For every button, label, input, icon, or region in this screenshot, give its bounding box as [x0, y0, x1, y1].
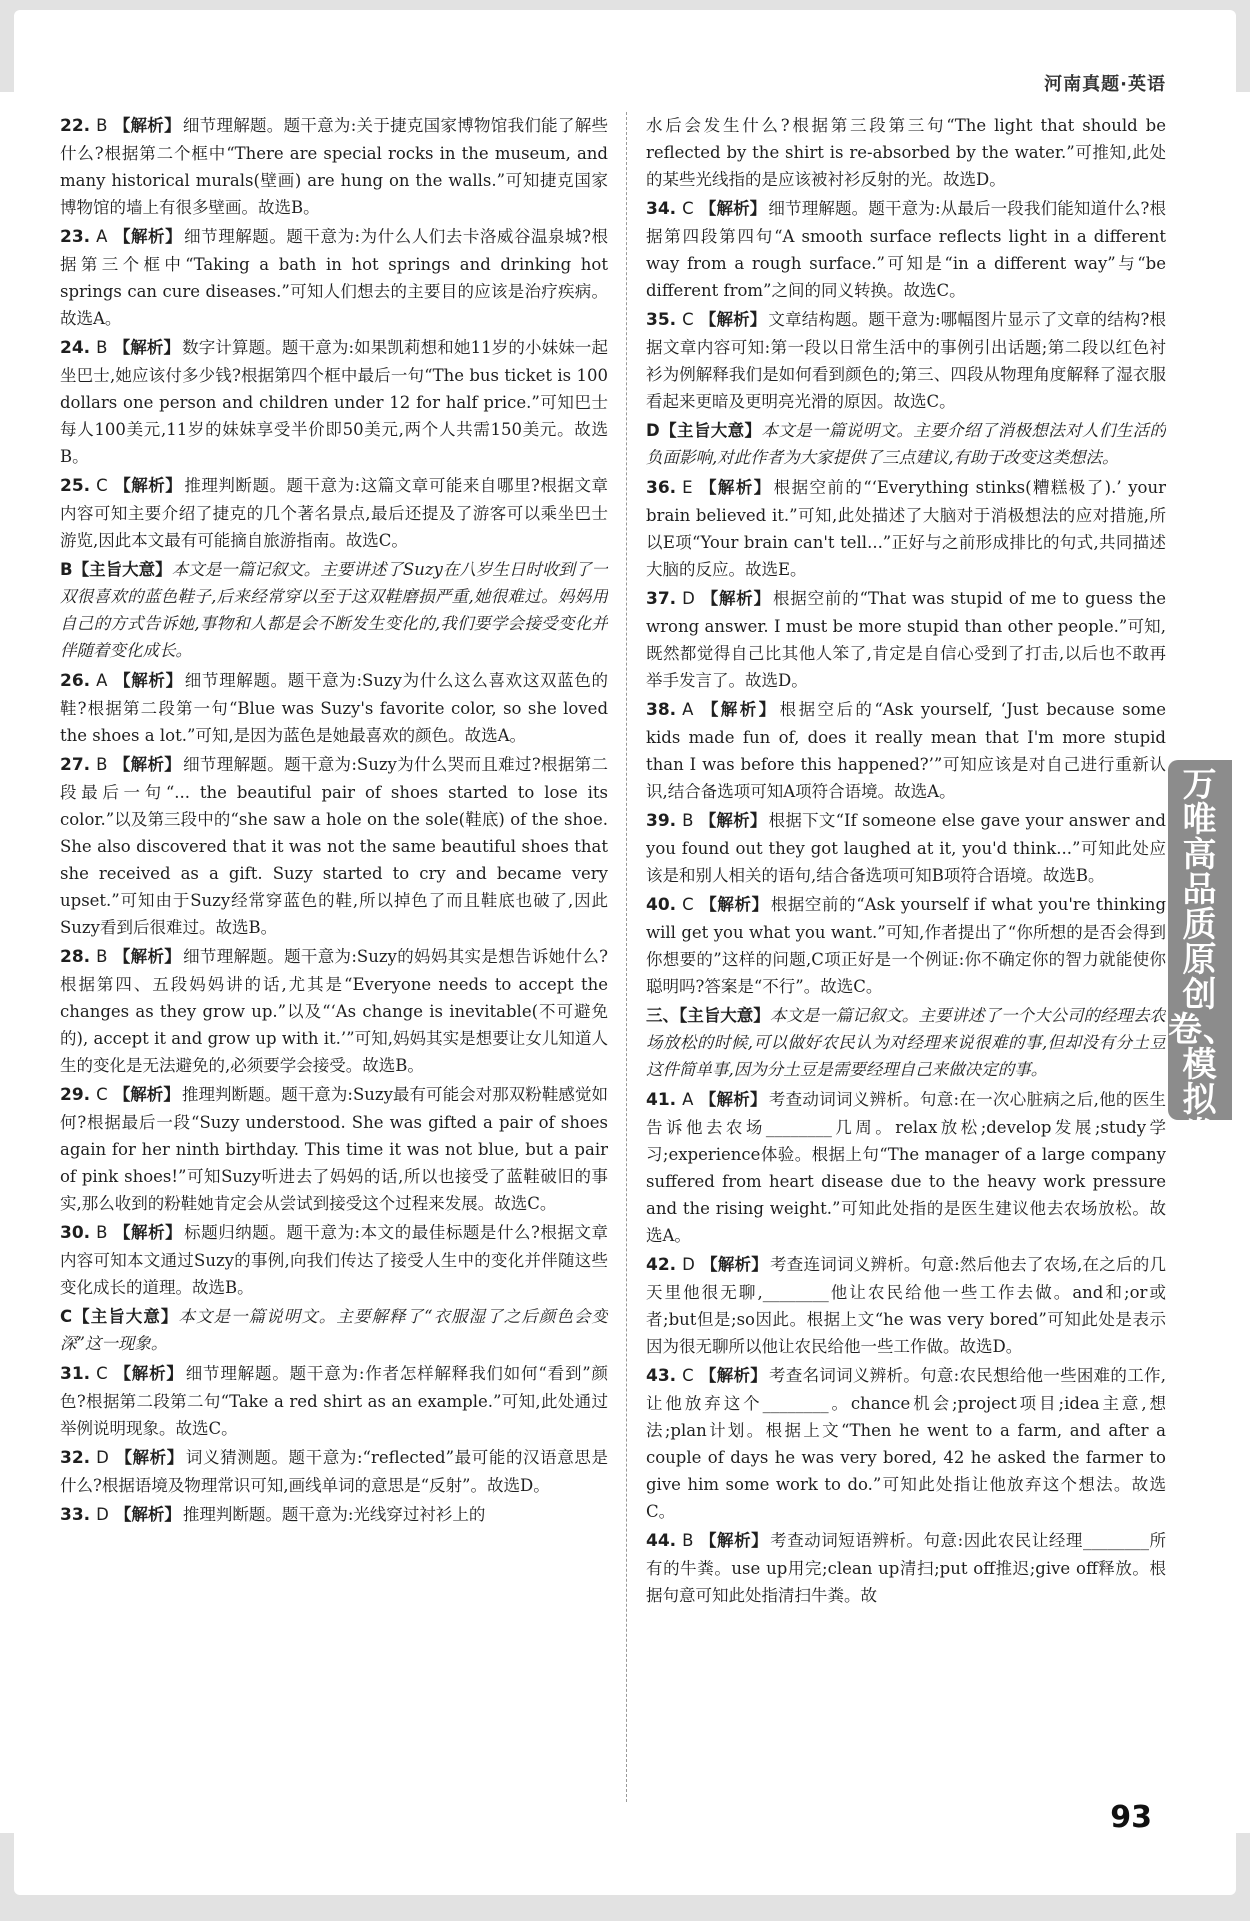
answer-entry — [60, 1081, 608, 1217]
analysis-text: 考查连词词义辨析。句意:然后他去了农场,在之后的几天里他很无聊,________他让农民给他一些工作去做。and和;or或者;but但是;so因此。根据上文“he was very bored”可知此处是表示因为很无聊所以他让农民给他一些工作做。故选D。 — [646, 1255, 1166, 1356]
question-number: 23. — [60, 227, 91, 247]
question-number: 41. — [646, 1090, 677, 1110]
question-number: 22. — [60, 116, 91, 136]
analysis-text: 细节理解题。题干意为:为什么人们去卡洛威谷温泉城?根据第三个框中“Taking a bath in hot springs and drinking hot springs can cure diseases.”可知人们想去的主要目的应该是治疗疾病。故选A。 — [60, 227, 608, 328]
main-idea-label: B【主旨大意】 — [60, 560, 172, 579]
answer-entry — [646, 696, 1166, 805]
main-idea-text: 本文是一篇记叙文。主要讲述了一个大公司的经理去农场放松的时候,可以做好农民认为对经理来说很难的事,但却没有分土豆这件简单事,因为分土豆是需要经理自己来做决定的事。 — [646, 1006, 1166, 1079]
answer-entry — [60, 667, 608, 749]
analysis-tag: 【解析】 — [113, 476, 183, 495]
right-column — [646, 112, 1166, 1802]
answer-letter: D — [682, 1255, 695, 1274]
analysis-tag: 【解析】 — [114, 1505, 181, 1524]
question-number: 35. — [646, 310, 677, 330]
analysis-tag: 【解析】 — [699, 1090, 767, 1109]
answer-entry — [60, 1444, 608, 1499]
analysis-tag: 【解析】 — [699, 199, 767, 218]
analysis-text: 标题归纳题。题干意为:本文的最佳标题是什么?根据文章内容可知本文通过Suzy的事例,向我们传达了接受人生中的变化并伴随这些变化成长的道理。故选B。 — [60, 1223, 608, 1297]
answer-entry — [60, 112, 608, 221]
question-number: 28. — [60, 947, 91, 967]
answer-letter: B — [96, 947, 108, 966]
main-idea-text: 本文是一篇记叙文。主要讲述了Suzy在八岁生日时收到了一双很喜欢的蓝色鞋子,后来经常穿以至于这双鞋磨损严重,她很难过。妈妈用自己的方式告诉她,事物和人都是会不断发生变化的,我们要学会接受变化并伴随着变化成长。 — [60, 560, 608, 660]
question-number: 25. — [60, 476, 91, 496]
question-number: 32. — [60, 1448, 91, 1468]
analysis-text: 词义猜测题。题干意为:“reflected”最可能的汉语意思是什么?根据语境及物理常识可知,画线单词的意思是“反射”。故选D。 — [60, 1448, 608, 1495]
answer-letter: B — [682, 811, 694, 830]
answer-entry — [60, 751, 608, 941]
answer-entry — [646, 474, 1166, 583]
column-divider — [626, 112, 627, 1802]
analysis-tag: 【解析】 — [113, 947, 182, 966]
answer-letter: C — [96, 1364, 108, 1383]
analysis-tag: 【解析】 — [113, 755, 182, 774]
analysis-tag: 【解析】 — [699, 895, 769, 914]
answer-letter: B — [96, 338, 108, 357]
answer-entry — [646, 195, 1166, 304]
answer-entry — [60, 1501, 608, 1529]
answer-letter: C — [96, 476, 108, 495]
answer-letter: A — [682, 700, 694, 719]
analysis-text: 文章结构题。题干意为:哪幅图片显示了文章的结构?根据文章内容可知:第一段以日常生活中的事例引出话题;第二段以红色衬衫为例解释我们是如何看到颜色的;第三、四段从物理角度解释了湿衣服看起来更暗及更明亮光滑的原因。故选C。 — [646, 310, 1166, 411]
question-number: 33. — [60, 1505, 91, 1525]
question-number: 39. — [646, 811, 677, 831]
analysis-text: 细节理解题。题干意为:Suzy的妈妈其实是想告诉她什么?根据第四、五段妈妈讲的话,尤其是“Everyone needs to accept the changes as they grow up.”以及“‘As change is inevitable(不可避免的), accept it and grow up with it.’”可知,妈妈其实是想要让女儿知道人生的变化是无法避免的,必须要学会接受。故选B。 — [60, 947, 608, 1075]
answer-entry — [646, 1362, 1166, 1525]
analysis-text: 根据空前的“Ask yourself if what you're thinking will get you what you want.”可知,作者提出了“你所想的是否会得到你想要的”这样的问题,C项正好是一个例证:你不确定你的智力就能使你聪明吗?答案是“不行”。故选C。 — [646, 895, 1166, 996]
analysis-tag: 【解析】 — [113, 116, 181, 135]
answer-letter: D — [96, 1448, 109, 1467]
question-number: 43. — [646, 1366, 677, 1386]
analysis-tag: 【解析】 — [699, 1366, 768, 1385]
answer-entry — [646, 1527, 1166, 1609]
main-idea-summary — [60, 556, 608, 664]
main-idea-label: D【主旨大意】 — [646, 421, 762, 440]
page-number: 93 — [1110, 1800, 1152, 1835]
analysis-text: 根据下文“If someone else gave your answer and you found out they got laughed at it, you'd think...”可知此处应该是和别人相关的语句,结合备选项可知B项符合语境。故选B。 — [646, 811, 1166, 885]
answer-entry — [60, 472, 608, 554]
side-tab-label: 万唯高品质原创卷、模拟卷 — [1168, 760, 1232, 1120]
analysis-text: 推理判断题。题干意为:这篇文章可能来自哪里?根据文章内容可知主要介绍了捷克的几个著名景点,最后还提及了游客可以乘坐巴士游览,因此本文最有可能摘自旅游指南。故选C。 — [60, 476, 608, 550]
answer-entry — [60, 1360, 608, 1442]
analysis-text: 细节理解题。题干意为:从最后一段我们能知道什么?根据第四段第四句“A smooth surface reflects light in a different way from a rough surface.”可知是“in a different way”与“be different from”之间的同义转换。故选C。 — [646, 199, 1166, 300]
question-number: 30. — [60, 1223, 91, 1243]
main-idea-summary — [60, 1303, 608, 1357]
analysis-tag: 【解析】 — [700, 589, 771, 608]
question-number: 40. — [646, 895, 677, 915]
analysis-text: 细节理解题。题干意为:作者怎样解释我们如何“看到”颜色?根据第二段第二句“Take a red shirt as an example.”可知,此处通过举例说明现象。故选C。 — [60, 1364, 608, 1438]
continued-text: 水后会发生什么?根据第三段第三句“The light that should be reflected by the shirt is re-absorbed by the water.”可推知,此处的某些光线指的是应该被衬衫反射的光。故选D。 — [646, 116, 1166, 189]
answer-entry — [60, 943, 608, 1079]
answer-entry — [60, 223, 608, 332]
answer-entry — [646, 306, 1166, 415]
main-idea-text: 本文是一篇说明文。主要解释了“衣服湿了之后颜色会变深”这一现象。 — [60, 1307, 608, 1353]
question-number: 29. — [60, 1085, 91, 1105]
answer-letter: D — [96, 1505, 109, 1524]
analysis-text: 根据空前的“That was stupid of me to guess the wrong answer. I must be more stupid than other people.”可知,既然都觉得自己比其他人笨了,肯定是自信心受到了打击,以后也不敢再举手发言了。故选D。 — [646, 589, 1166, 690]
analysis-text: 考查动词短语辨析。句意:因此农民让经理________所有的牛粪。use up用完;clean up清扫;put off推迟;give off释放。根据句意可知此处指清扫牛粪。故 — [646, 1531, 1166, 1605]
analysis-text: 数字计算题。题干意为:如果凯莉想和她11岁的小妹妹一起坐巴士,她应该付多少钱?根据第四个框中最后一句“The bus ticket is 100 dollars one person and children under 12 for half price.”可知巴士每人100美元,11岁的妹妹享受半价即50美元,两个人共需150美元。故选B。 — [60, 338, 608, 466]
analysis-tag: 【解析】 — [699, 310, 767, 329]
answer-entry — [646, 891, 1166, 1000]
analysis-tag: 【解析】 — [114, 1448, 184, 1467]
analysis-tag: 【解析】 — [113, 1223, 183, 1242]
analysis-tag: 【解析】 — [699, 700, 778, 719]
answer-letter: B — [96, 755, 108, 774]
analysis-tag: 【解析】 — [698, 478, 772, 497]
analysis-tag: 【解析】 — [113, 338, 181, 357]
answer-letter: A — [96, 227, 108, 246]
answer-letter: D — [682, 589, 695, 608]
bottom-margin-inner — [14, 1833, 1236, 1895]
analysis-text: 考查动词词义辨析。句意:在一次心脏病之后,他的医生告诉他去农场________几周。relax放松;develop发展;study学习;experience体验。根据上句“The manager of a large company suffered from heart disease due to the heavy work pressure and the rising weight.”可知此处指的是医生建议他去农场放松。故选A。 — [646, 1090, 1166, 1245]
answer-entry — [60, 1219, 608, 1301]
main-idea-summary — [646, 1002, 1166, 1083]
analysis-text: 根据空前的“‘Everything stinks(糟糕极了).’ your brain believed it.”可知,此处描述了大脑对于消极想法的应对措施,所以E项“Your brain can't tell...”正好与之前形成排比的句式,共同描述大脑的反应。故选E。 — [646, 478, 1166, 579]
analysis-text: 根据空后的“Ask yourself, ‘Just because some kids made fun of, does it really mean that I'm more stupid than I was before this happened?’”可知应该是对自己进行重新认识,结合备选项可知A项符合语境。故选A。 — [646, 700, 1166, 801]
answer-letter: A — [682, 1090, 694, 1109]
question-number: 38. — [646, 700, 677, 720]
answer-entry — [646, 807, 1166, 889]
analysis-tag: 【解析】 — [700, 1255, 769, 1274]
answer-entry — [646, 585, 1166, 694]
analysis-text: 推理判断题。题干意为:Suzy最有可能会对那双粉鞋感觉如何?根据最后一段“Suzy understood. She was gifted a pair of shoes again for her ninth birthday. This time it was not blue, but a pair of pink shoes!”可知Suzy听进去了妈妈的话,所以也接受了蓝鞋破旧的事实,那么收到的粉鞋她肯定会从尝试到接受这个过程来发展。故选C。 — [60, 1085, 608, 1213]
answer-letter: C — [682, 199, 694, 218]
question-number: 36. — [646, 478, 677, 498]
question-number: 31. — [60, 1364, 91, 1384]
analysis-text: 细节理解题。题干意为:Suzy为什么这么喜欢这双蓝色的鞋?根据第二段第一句“Blue was Suzy's favorite color, so she loved the shoes a lot.”可知,是因为蓝色是她最喜欢的颜色。故选A。 — [60, 671, 608, 745]
main-idea-summary — [646, 417, 1166, 471]
question-number: 27. — [60, 755, 91, 775]
question-number: 42. — [646, 1255, 677, 1275]
answer-entry — [646, 1086, 1166, 1249]
answer-letter: C — [682, 1366, 694, 1385]
analysis-text: 细节理解题。题干意为:Suzy为什么哭而且难过?根据第二段最后一句“... the beautiful pair of shoes started to lose its color.”以及第三段中的“she saw a hole on the sole(鞋底) of the shoe. She also discovered that it was not the same beautiful shoes that she received as a gift. Suzy started to cry and became very upset.”可知由于Suzy经常穿蓝色的鞋,所以掉色了而且鞋底也破了,因此Suzy看到后很难过。故选B。 — [60, 755, 608, 937]
question-number: 37. — [646, 589, 677, 609]
answer-entry — [60, 334, 608, 470]
answer-letter: B — [96, 1223, 108, 1242]
analysis-text: 考查名词词义辨析。句意:农民想给他一些困难的工作,让他放弃这个________。chance机会;project项目;idea主意,想法;plan计划。根据上文“Then he went to a farm, and after a couple of days he was very bored, 42 he asked the farmer to give him some work to do.”可知此处指让他放弃这个想法。故选C。 — [646, 1366, 1166, 1521]
main-idea-label: 三、【主旨大意】 — [646, 1006, 770, 1025]
answer-letter: A — [96, 671, 108, 690]
analysis-tag: 【解析】 — [113, 1085, 180, 1104]
analysis-text: 细节理解题。题干意为:关于捷克国家博物馆我们能了解些什么?根据第二个框中“There are special rocks in the museum, and many historical murals(壁画) are hung on the walls.”可知捷克国家博物馆的墙上有很多壁画。故选B。 — [60, 116, 608, 217]
question-number: 24. — [60, 338, 91, 358]
main-idea-label: C【主旨大意】 — [60, 1307, 179, 1326]
answer-letter: B — [682, 1531, 694, 1550]
left-column — [60, 112, 608, 1802]
answer-letter: C — [682, 310, 694, 329]
answer-letter: E — [682, 478, 693, 497]
analysis-tag: 【解析】 — [699, 1531, 769, 1550]
question-number: 26. — [60, 671, 91, 691]
analysis-tag: 【解析】 — [699, 811, 767, 830]
answer-letter: C — [96, 1085, 108, 1104]
answer-entry — [646, 1251, 1166, 1360]
main-idea-text: 本文是一篇说明文。主要介绍了消极想法对人们生活的负面影响,对此作者为大家提供了三点建议,有助于改变这类想法。 — [646, 421, 1166, 467]
running-head: 河南真题·英语 — [1044, 74, 1166, 95]
question-number: 34. — [646, 199, 677, 219]
question-number: 44. — [646, 1531, 677, 1551]
answer-letter: B — [96, 116, 108, 135]
bottom-margin-band — [0, 1833, 1250, 1921]
answer-letter: C — [682, 895, 694, 914]
analysis-text: 推理判断题。题干意为:光线穿过衬衫上的 — [182, 1505, 486, 1524]
analysis-tag: 【解析】 — [113, 1364, 184, 1383]
analysis-tag: 【解析】 — [113, 227, 183, 246]
analysis-tag: 【解析】 — [113, 671, 183, 690]
